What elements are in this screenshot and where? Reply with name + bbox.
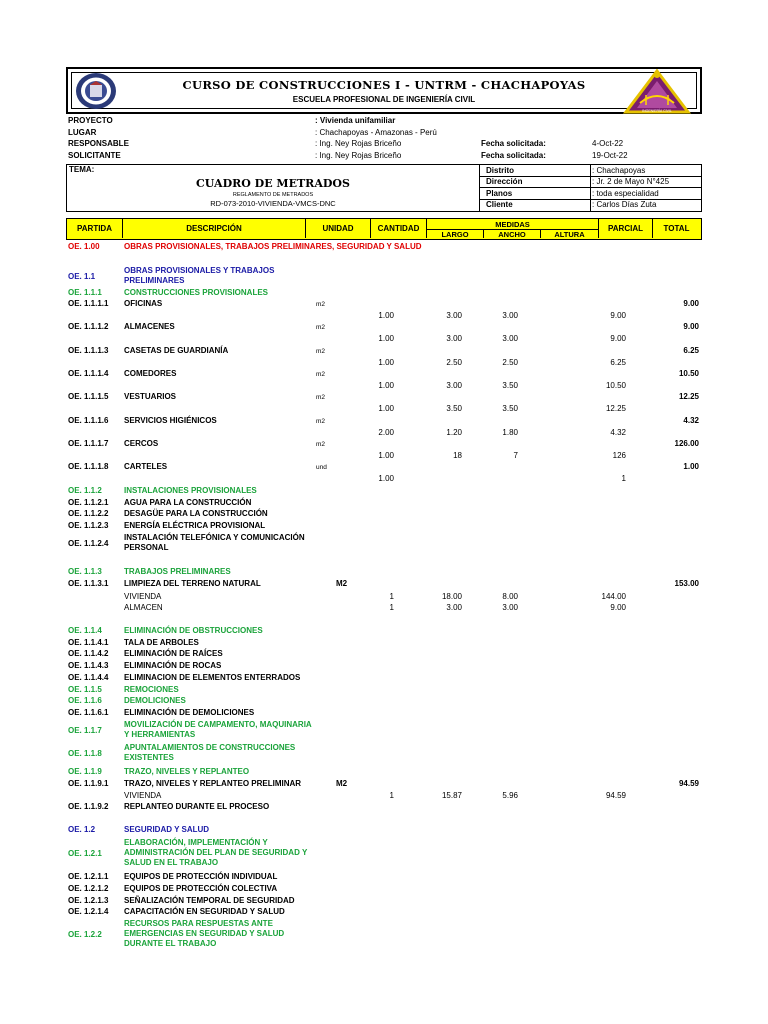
partida-code: OE. 1.1.7 [68, 725, 102, 735]
total-value: 10.50 [678, 369, 699, 378]
item-description: RECURSOS PARA RESPUESTAS ANTE EMERGENCIAS EN SEGURIDAD Y SALUD DURANTE EL TRABAJO [124, 919, 285, 948]
cantidad-value: 1.00 [378, 357, 394, 367]
partida-code: OE. 1.1.6.1 [68, 708, 109, 717]
course-title: CURSO DE CONSTRUCCIONES I - UNTRM - CHACHAPOYAS [182, 78, 586, 92]
unit-value: m2 [316, 371, 326, 378]
logo-text: INGENIERÍA CIVIL [642, 109, 672, 113]
item-description: TRABAJOS PRELIMINARES [124, 567, 231, 576]
distrito-row [480, 165, 701, 177]
parcial-value: 9.00 [610, 310, 626, 320]
partida-code: OE. 1.1.2 [68, 486, 102, 495]
fecha-solicitada-2-value: 19-Oct-22 [592, 150, 628, 160]
partida-code: OE. 1.2.1.1 [68, 872, 109, 881]
largo-value: 2.50 [446, 357, 462, 367]
item-description: ELIMINACIÓN DE DEMOLICIONES [124, 708, 255, 717]
cantidad-value: 1 [389, 791, 394, 800]
total-value: 4.32 [683, 416, 699, 425]
partida-code: OE. 1.1.5 [68, 685, 102, 694]
item-description: ELIMINACIÓN DE RAÍCES [124, 649, 223, 658]
ancho-value: 1.80 [502, 427, 518, 437]
total-value: 1.00 [683, 462, 699, 471]
col-altura: ALTURA [541, 229, 599, 238]
item-description: TALA DE ARBOLES [124, 638, 199, 647]
solicitante-value: : Ing. Ney Rojas Briceño [315, 150, 402, 160]
item-description: REPLANTEO DURANTE EL PROCESO [124, 802, 270, 811]
tema-label: TEMA: [69, 165, 95, 174]
tema-left-panel [67, 165, 480, 211]
info-row-proyecto [66, 115, 702, 126]
largo-value: 3.00 [446, 603, 462, 612]
item-description: REMOCIONES [124, 685, 179, 694]
cuadro-title: CUADRO DE METRADOS [196, 177, 350, 190]
ancho-value: 7 [513, 450, 518, 460]
item-description: CERCOS [124, 439, 159, 448]
cantidad-value: 1.00 [378, 403, 394, 413]
item-description: ALMACENES [124, 322, 175, 331]
largo-value: 3.00 [446, 380, 462, 390]
partida-code: OE. 1.1.4.1 [68, 638, 109, 647]
item-description: ELIMINACION DE ELEMENTOS ENTERRADOS [124, 673, 301, 682]
total-value: 9.00 [683, 322, 699, 331]
partida-code: OE. 1.1.6 [68, 696, 102, 705]
unit-value: m2 [316, 394, 326, 401]
partida-code: OE. 1.1.1.6 [68, 416, 109, 425]
partida-code: OE. 1.2.1.3 [68, 896, 109, 905]
parcial-value: 10.50 [605, 380, 626, 390]
table-header [66, 218, 702, 240]
cliente-label: Cliente [486, 200, 513, 209]
item-description: INSTALACIÓN TELEFÓNICA Y COMUNICACIÓN PERSONAL [124, 533, 305, 552]
item-description: AGUA PARA LA CONSTRUCCIÓN [124, 498, 252, 507]
item-description: DEMOLICIONES [124, 696, 186, 705]
item-description: VESTUARIOS [124, 392, 177, 401]
item-description: OFICINAS [124, 299, 163, 308]
item-description: OBRAS PROVISIONALES Y TRABAJOS PRELIMINARES [124, 266, 275, 285]
col-descripcion: DESCRIPCIÓN [123, 219, 306, 238]
partida-code: OE. 1.1.4.2 [68, 649, 109, 658]
item-description: DESAGÜE PARA LA CONSTRUCCIÓN [124, 509, 268, 518]
cliente-row [480, 200, 701, 212]
largo-value: 18.00 [441, 592, 462, 601]
partida-code: OE. 1.2.1.4 [68, 907, 109, 916]
partida-code: OE. 1.2.2 [68, 930, 102, 939]
item-description: INSTALACIONES PROVISIONALES [124, 486, 257, 495]
item-description: ELIMINACIÓN DE ROCAS [124, 661, 222, 670]
unit-value: m2 [316, 301, 326, 308]
largo-value: 1.20 [446, 427, 462, 437]
ancho-value: 3.00 [502, 333, 518, 343]
fecha-solicitada-1-value: 4-Oct-22 [592, 139, 624, 148]
partida-code: OE. 1.1 [68, 271, 96, 281]
parcial-value: 144.00 [601, 592, 626, 601]
info-row-solicitante [66, 150, 702, 161]
responsable-value: : Ing. Ney Rojas Briceño [315, 139, 402, 148]
item-description: LIMPIEZA DEL TERRENO NATURAL [124, 579, 261, 588]
planos-label: Planos [486, 188, 513, 198]
parcial-value: 12.25 [605, 403, 626, 413]
unit-value: m2 [316, 324, 326, 331]
item-description: ENERGÍA ELÉCTRICA PROVISIONAL [124, 521, 266, 530]
parcial-value: 9.00 [610, 603, 626, 612]
partida-code: OE. 1.1.1.8 [68, 462, 109, 471]
partida-code: OE. 1.1.3 [68, 567, 102, 576]
partida-code: OE. 1.2.1 [68, 849, 102, 858]
lugar-value: : Chachapoyas - Amazonas - Perú [315, 127, 437, 137]
ancho-value: 8.00 [502, 592, 518, 601]
cantidad-value: 1 [389, 603, 394, 612]
item-description: APUNTALAMIENTOS DE CONSTRUCCIONES EXISTENTES [124, 743, 296, 762]
partida-code: OE. 1.1.1 [68, 288, 102, 297]
cantidad-value: 1.00 [378, 380, 394, 390]
planos-row [480, 188, 701, 200]
sub-item-description: VIVIENDA [124, 592, 162, 601]
partida-code: OE. 1.1.8 [68, 748, 102, 758]
partida-code: OE. 1.1.2.1 [68, 498, 109, 507]
reglamento-text: REGLAMENTO DE METRADOS [232, 192, 314, 198]
largo-value: 15.87 [441, 791, 462, 800]
sub-item-description: ALMACEN [124, 603, 163, 612]
total-value: 12.25 [678, 392, 699, 401]
proyecto-value: : Vivienda unifamiliar [315, 116, 396, 125]
cantidad-value: 1.00 [378, 333, 394, 343]
ancho-value: 5.96 [502, 791, 518, 800]
header-banner [66, 67, 702, 114]
distrito-value: : Chachapoyas [592, 165, 646, 175]
partida-code: OE. 1.1.1.7 [68, 439, 109, 448]
direccion-label: Dirección [486, 177, 523, 186]
item-description: MOVILIZACIÓN DE CAMPAMENTO, MAQUINARIA Y HERRAMIENTAS [124, 720, 312, 739]
partida-code: OE. 1.1.1.1 [68, 299, 109, 308]
planos-value: : toda especialidad [592, 188, 659, 198]
col-largo: LARGO [427, 229, 484, 238]
partida-code: OE. 1.2 [68, 825, 96, 834]
civil-engineering-logo-icon [622, 69, 692, 114]
total-value: 126.00 [674, 439, 699, 448]
unit-value: m2 [316, 441, 326, 448]
info-row-responsable [66, 138, 702, 149]
cantidad-value: 1.00 [378, 450, 394, 460]
item-description: EQUIPOS DE PROTECCIÓN COLECTIVA [124, 884, 278, 893]
total-value: 153.00 [674, 579, 699, 588]
partida-code: OE. 1.1.1.5 [68, 392, 109, 401]
cantidad-value: 1.00 [378, 473, 394, 483]
solicitante-label: SOLICITANTE [68, 150, 121, 160]
cantidad-value: 1.00 [378, 310, 394, 320]
partida-code: OE. 1.1.1.4 [68, 369, 109, 378]
item-description: CAPACITACIÓN EN SEGURIDAD Y SALUD [124, 907, 285, 916]
partida-code: OE. 1.1.4 [68, 626, 102, 635]
item-description: SEÑALIZACIÓN TEMPORAL DE SEGURIDAD [124, 896, 295, 905]
unit-value: M2 [336, 779, 348, 788]
item-description: TRAZO, NIVELES Y REPLANTEO PRELIMINAR [124, 779, 302, 788]
unit-value: M2 [336, 579, 348, 588]
col-parcial: PARCIAL [599, 219, 653, 238]
item-description: SERVICIOS HIGIÉNICOS [124, 416, 217, 425]
ancho-value: 3.50 [502, 380, 518, 390]
parcial-value: 6.25 [610, 357, 626, 367]
unit-value: und [316, 464, 327, 471]
parcial-value: 9.00 [610, 333, 626, 343]
ancho-value: 2.50 [502, 357, 518, 367]
partida-code: OE. 1.1.9 [68, 767, 102, 776]
responsable-label: RESPONSABLE [68, 139, 129, 148]
parcial-value: 94.59 [605, 791, 626, 800]
unit-value: m2 [316, 418, 326, 425]
ancho-value: 3.00 [502, 310, 518, 320]
col-medidas: MEDIDAS [427, 219, 599, 229]
parcial-value: 4.32 [610, 427, 626, 437]
col-partida: PARTIDA [67, 219, 123, 238]
direccion-value: : Jr. 2 de Mayo N°425 [592, 177, 670, 186]
total-value: 6.25 [683, 346, 699, 355]
item-description: COMEDORES [124, 369, 177, 378]
tema-right-panel [480, 165, 701, 211]
lugar-label: LUGAR [68, 127, 97, 137]
fecha-solicitada-1-label: Fecha solicitada: [481, 139, 546, 148]
proyecto-label: PROYECTO [68, 116, 113, 125]
partida-code: OE. 1.1.2.2 [68, 509, 109, 518]
ancho-value: 3.50 [502, 403, 518, 413]
partida-code: OE. 1.1.9.2 [68, 802, 109, 811]
cantidad-value: 2.00 [378, 427, 394, 437]
cliente-value: : Carlos Días Zuta [592, 200, 657, 209]
item-description: CONSTRUCCIONES PROVISIONALES [124, 288, 269, 297]
partida-code: OE. 1.00 [68, 242, 100, 251]
largo-value: 3.50 [446, 403, 462, 413]
item-description: ELIMINACIÓN DE OBSTRUCCIONES [124, 626, 263, 635]
total-value: 9.00 [683, 299, 699, 308]
partida-code: OE. 1.1.2.3 [68, 521, 109, 530]
item-description: CARTELES [124, 462, 168, 471]
partida-code: OE. 1.1.3.1 [68, 579, 109, 588]
total-value: 94.59 [678, 779, 699, 788]
partida-code: OE. 1.1.1.3 [68, 346, 109, 355]
col-ancho: ANCHO [484, 229, 541, 238]
col-unidad: UNIDAD [306, 219, 371, 238]
col-cantidad: CANTIDAD [371, 219, 427, 238]
item-description: EQUIPOS DE PROTECCIÓN INDIVIDUAL [124, 872, 278, 881]
item-description: CASETAS DE GUARDIANÍA [124, 346, 229, 355]
item-description: OBRAS PROVISIONALES, TRABAJOS PRELIMINARES, SEGURIDAD Y SALUD [124, 242, 422, 251]
ancho-value: 3.00 [502, 603, 518, 612]
partida-code: OE. 1.1.4.3 [68, 661, 109, 670]
item-description: TRAZO, NIVELES Y REPLANTEO [124, 767, 250, 776]
distrito-label: Distrito [486, 165, 514, 175]
largo-value: 3.00 [446, 333, 462, 343]
partida-code: OE. 1.1.4.4 [68, 673, 109, 682]
direccion-row [480, 177, 701, 189]
info-row-lugar [66, 127, 702, 138]
largo-value: 3.00 [446, 310, 462, 320]
unit-value: m2 [316, 348, 326, 355]
school-subtitle: ESCUELA PROFESIONAL DE INGENIERÍA CIVIL [292, 95, 476, 104]
partida-code: OE. 1.1.9.1 [68, 779, 109, 788]
item-description: SEGURIDAD Y SALUD [124, 825, 210, 834]
col-total: TOTAL [663, 224, 690, 233]
cantidad-value: 1 [389, 592, 394, 601]
fecha-solicitada-2-label: Fecha solicitada: [481, 150, 546, 160]
partida-code: OE. 1.1.2.4 [68, 538, 109, 548]
tema-block [66, 164, 702, 212]
item-description: ELABORACIÓN, IMPLEMENTACIÓN Y ADMINISTRACIÓN DEL PLAN DE SEGURIDAD Y SALUD EN EL TRABAJO [124, 838, 308, 867]
partida-code: OE. 1.2.1.2 [68, 884, 109, 893]
parcial-value: 126 [612, 450, 626, 460]
sub-item-description: VIVIENDA [124, 791, 162, 800]
largo-value: 18 [453, 450, 462, 460]
partida-code: OE. 1.1.1.2 [68, 322, 109, 331]
reglamento-code: RD-073-2010-VIVIENDA-VMCS-DNC [210, 199, 336, 208]
parcial-value: 1 [621, 473, 626, 483]
